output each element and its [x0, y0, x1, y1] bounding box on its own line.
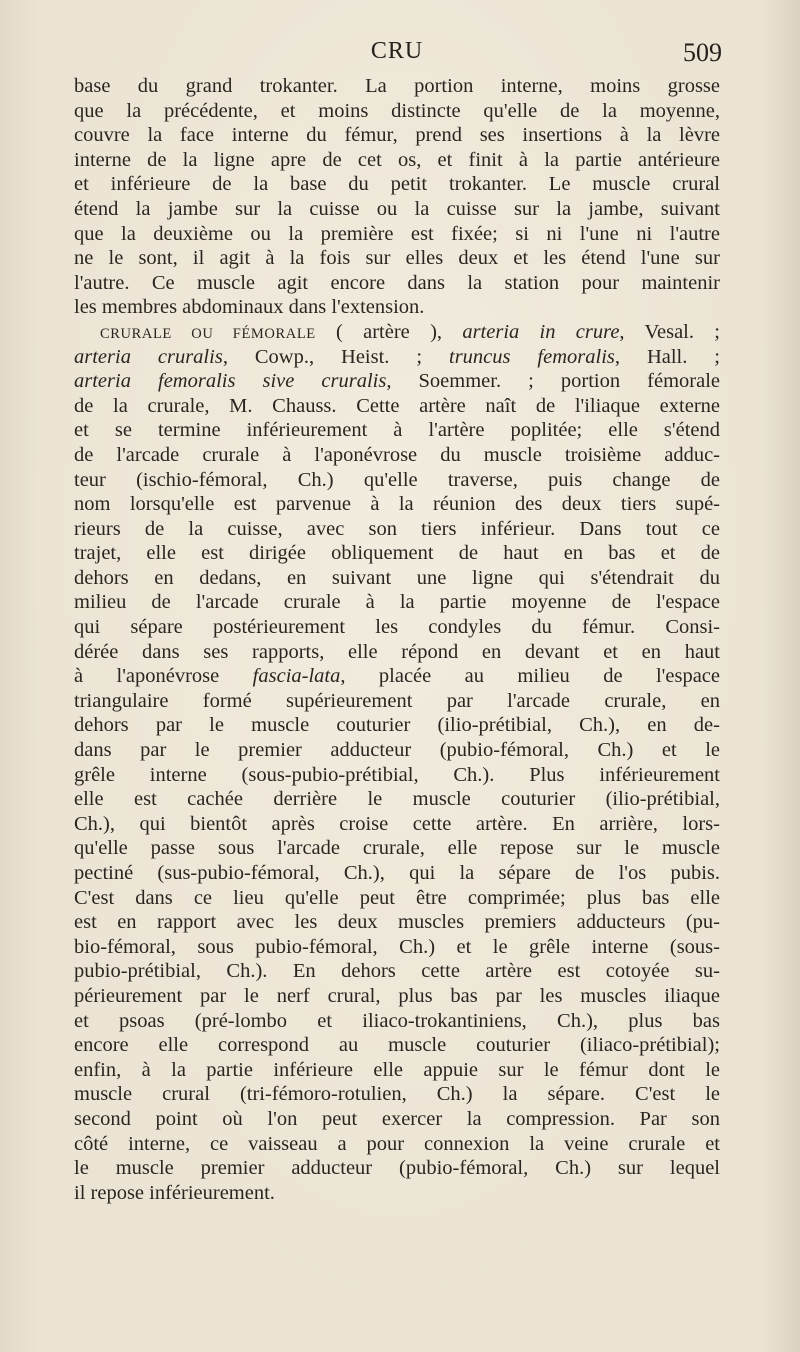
- entry-headword: CRURALE OU FÉMORALE: [100, 325, 316, 342]
- text-line: C'est dans ce lieu qu'elle peut être comprimée; plus bas elle: [74, 886, 720, 909]
- text-line: rieurs de la cuisse, avec son tiers inférieur. Dans tout ce: [74, 517, 720, 540]
- text-span: , Cowp., Heist. ;: [222, 345, 449, 368]
- text-line: et inférieure de la base du petit trokanter. Le muscle crural: [74, 173, 720, 196]
- text-line: nom lorsqu'elle est parvenue à la réunion des deux tiers supé-: [74, 493, 720, 516]
- page-header: [74, 36, 720, 70]
- italic-term: arteria femoralis sive cruralis: [74, 370, 387, 393]
- text-line: teur (ischio-fémoral, Ch.) qu'elle traverse, puis change de: [74, 468, 720, 491]
- text-line: [74, 320, 720, 345]
- paragraph-lines: [74, 394, 720, 665]
- text-span: , placée au milieu de l'espace: [340, 665, 720, 688]
- text-line: base du grand trokanter. La portion interne, moins grosse: [74, 75, 720, 97]
- paragraph-lines: [74, 689, 720, 1205]
- text-line: que la précédente, et moins distincte qu'elle de la moyenne,: [74, 99, 720, 122]
- text-line: et psoas (pré-lombo et iliaco-trokantiniens, Ch.), plus bas: [74, 1009, 720, 1032]
- running-head: CRU: [370, 38, 424, 64]
- text-line: il repose inférieurement.: [74, 1181, 275, 1204]
- text-line: dérée dans ses rapports, elle répond en devant et en haut: [74, 640, 720, 663]
- text-line: les membres abdominaux dans l'extension.: [74, 296, 425, 319]
- text-line: et se termine inférieurement à l'artère poplitée; elle s'étend: [74, 419, 720, 442]
- text-line: ne le sont, il agit à la fois sur elles deux et les étend l'une sur: [74, 247, 720, 270]
- text-line: de l'arcade crurale à l'aponévrose du muscle troisième adduc-: [74, 443, 720, 466]
- text-line: trajet, elle est dirigée obliquement de haut en bas et de: [74, 542, 720, 565]
- text-line: interne de la ligne apre de cet os, et finit à la partie antérieure: [74, 148, 720, 171]
- text-line: périeurement par le nerf crural, plus bas par les muscles iliaque: [74, 984, 720, 1007]
- text-line: triangulaire formé supérieurement par l'arcade crurale, en: [74, 689, 720, 712]
- text-line: le muscle premier adducteur (pubio-fémoral, Ch.) sur lequel: [74, 1157, 720, 1180]
- text-line: enfin, à la partie inférieure elle appuie sur le fémur dont le: [74, 1058, 720, 1081]
- text-line: dehors en dedans, en suivant une ligne qui s'étendrait du: [74, 566, 720, 589]
- text-line: [74, 369, 720, 394]
- text-line: pectiné (sus-pubio-fémoral, Ch.), qui la sépare de l'os pubis.: [74, 862, 720, 884]
- text-line: encore elle correspond au muscle couturier (iliaco-prétibial);: [74, 1034, 720, 1057]
- text-line: grêle interne (sous-pubio-prétibial, Ch.). Plus inférieurement: [74, 763, 720, 786]
- text-line: milieu de l'arcade crurale à la partie moyenne de l'espace: [74, 591, 720, 614]
- text-line: [74, 664, 720, 689]
- text-line: que la deuxième ou la première est fixée; si ni l'une ni l'autre: [74, 222, 720, 245]
- text-line: pubio-prétibial, Ch.). En dehors cette artère est cotoyée su-: [74, 960, 720, 983]
- italic-term: arteria cruralis: [74, 345, 223, 368]
- text-span: , Hall. ;: [614, 345, 720, 368]
- text-line: second point où l'on peut exercer la compression. Par son: [74, 1107, 720, 1130]
- text-line: muscle crural (tri-fémoro-rotulien, Ch.) la sépare. C'est le: [74, 1083, 720, 1106]
- text-span: à l'aponévrose: [74, 665, 253, 688]
- text-span: , Soemmer. ; portion fémorale: [386, 370, 720, 393]
- text-line: couvre la face interne du fémur, prend ses insertions à la lèvre: [74, 124, 720, 147]
- text-line: dans par le premier adducteur (pubio-fémoral, Ch.) et le: [74, 739, 720, 762]
- text-line: qu'elle passe sous l'arcade crurale, elle repose sur le muscle: [74, 837, 720, 860]
- text-line: l'autre. Ce muscle agit encore dans la station pour maintenir: [74, 271, 720, 294]
- text-line: Ch.), qui bientôt après croise cette artère. En arrière, lors-: [74, 812, 720, 835]
- italic-term: truncus femoralis: [449, 345, 615, 368]
- text-line: de la crurale, M. Chauss. Cette artère naît de l'iliaque externe: [74, 394, 720, 417]
- text-line: qui sépare postérieurement les condyles du fémur. Consi-: [74, 616, 720, 639]
- text-line: étend la jambe sur la cuisse ou la cuisse sur la jambe, suivant: [74, 197, 720, 220]
- italic-term: fascia-lata: [252, 665, 341, 688]
- paragraph-crurale-artere: [74, 320, 720, 1205]
- text-line: est en rapport avec les deux muscles premiers adducteurs (pu-: [74, 911, 720, 934]
- text-span: , Vesal. ;: [619, 320, 720, 343]
- paragraph-muscle-crural: [74, 74, 720, 320]
- text-line: bio-fémoral, sous pubio-fémoral, Ch.) et le grêle interne (sous-: [74, 935, 720, 958]
- text-line: [74, 345, 720, 370]
- text-line: dehors par le muscle couturier (ilio-prétibial, Ch.), en de-: [74, 714, 720, 737]
- text-line: côté interne, ce vaisseau a pour connexion la veine crurale et: [74, 1132, 720, 1155]
- body-text: [74, 74, 720, 1205]
- italic-term: arteria in crure: [462, 320, 620, 343]
- text-line: elle est cachée derrière le muscle couturier (ilio-prétibial,: [74, 788, 720, 811]
- text-span: ( artère ),: [315, 320, 463, 343]
- page-number: 509: [683, 38, 722, 67]
